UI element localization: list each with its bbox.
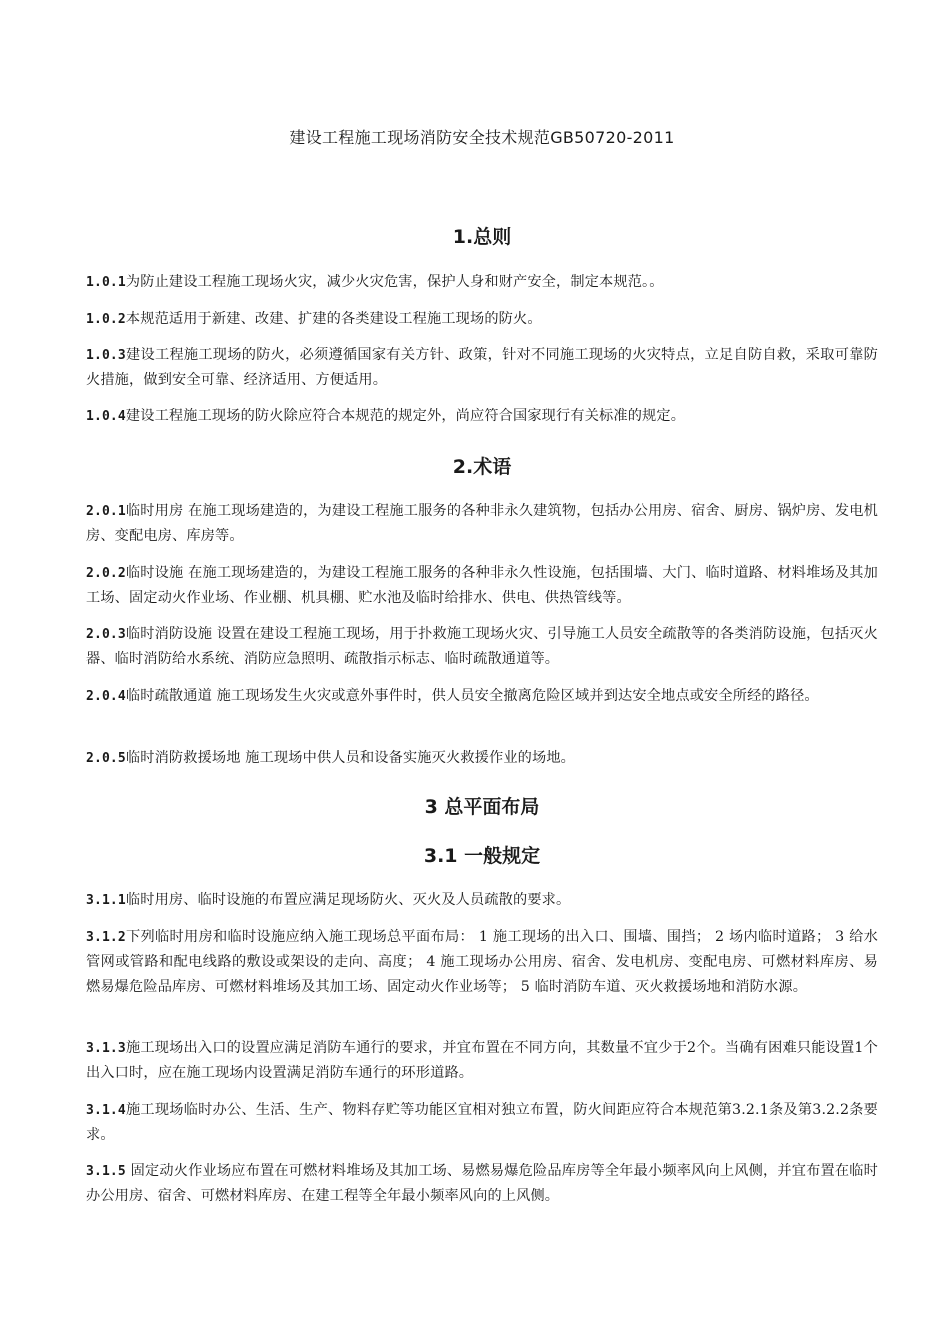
clause-3-1-5: [86, 1159, 878, 1209]
clause-text: 临时用房、临时设施的布置应满足现场防火、灭火及人员疏散的要求。: [125, 892, 571, 908]
section-heading-layout: 3 总平面布局: [424, 796, 540, 818]
clause-2-0-4: [86, 684, 878, 709]
clause-1-0-2: [86, 307, 878, 332]
clause-2-0-1: [86, 499, 878, 549]
clause-3-1-2: [86, 925, 878, 1000]
clause-3-1-4: [86, 1098, 878, 1148]
clause-text: 建设工程施工现场的防火，必须遵循国家有关方针、政策，针对不同施工现场的火灾特点，立足自防自救，采取可靠防火措施，做到安全可靠、经济适用、方便适用。: [86, 347, 878, 388]
clause-2-0-2: [86, 561, 878, 611]
clause-number: 2.0.1: [86, 504, 126, 519]
clause-number: 3.1.5: [86, 1164, 126, 1179]
clause-number: 3.1.2: [86, 930, 126, 945]
clause-number: 3.1.3: [86, 1041, 126, 1056]
clause-number: 2.0.2: [86, 566, 126, 581]
clause-text: 临时疏散通道 施工现场发生火灾或意外事件时，供人员安全撤离危险区域并到达安全地点或安全所经的路径。: [125, 688, 819, 704]
document-title: 建设工程施工现场消防安全技术规范GB50720-2011: [289, 128, 675, 147]
clause-1-0-3: [86, 343, 878, 393]
clause-number: 1.0.2: [86, 312, 126, 327]
clause-text: 本规范适用于新建、改建、扩建的各类建设工程施工现场的防火。: [125, 311, 542, 327]
clause-text: 临时消防救援场地 施工现场中供人员和设备实施灭火救援作业的场地。: [125, 750, 576, 766]
clause-text: 临时消防设施 设置在建设工程施工现场，用于扑救施工现场火灾、引导施工人员安全疏散等的各类消防设施，包括灭火器、临时消防给水系统、消防应急照明、疏散指示标志、临时疏散通道等。: [86, 626, 878, 667]
clause-text: 临时用房 在施工现场建造的，为建设工程施工服务的各种非永久建筑物，包括办公用房、宿舍、厨房、锅炉房、发电机房、变配电房、库房等。: [86, 503, 878, 544]
clause-number: 1.0.1: [86, 275, 126, 290]
clause-2-0-3: [86, 622, 878, 672]
subsection-heading-general-rules: 3.1 一般规定: [423, 845, 541, 867]
clause-number: 3.1.4: [86, 1103, 126, 1118]
clause-1-0-4: [86, 404, 878, 429]
clause-1-0-1: [86, 270, 878, 295]
clause-3-1-1: [86, 888, 878, 913]
section-heading-terms: 2.术语: [452, 456, 512, 478]
clause-number: 2.0.3: [86, 627, 126, 642]
clause-text: 临时设施 在施工现场建造的，为建设工程施工服务的各种非永久性设施，包括围墙、大门、临时道路、材料堆场及其加工场、固定动火作业场、作业棚、机具棚、贮水池及临时给排水、供电、供热管线等。: [86, 565, 878, 606]
clause-text: 下列临时用房和临时设施应纳入施工现场总平面布局： 1 施工现场的出入口、围墙、围挡； 2 场内临时道路； 3 给水管网或管路和配电线路的敷设或架设的走向、高度； 4 施工现场办公用房、宿舍、发电机房、变配电房、可燃材料库房、易燃易爆危险品库房、可燃材料堆场及其加工场、固定动火作业场等； 5 临时消防车道、灭火救援场地和消防水源。: [86, 929, 878, 995]
clause-3-1-3: [86, 1036, 878, 1086]
clause-text: 固定动火作业场应布置在可燃材料堆场及其加工场、易燃易爆危险品库房等全年最小频率风向上风侧，并宜布置在临时办公用房、宿舍、可燃材料库房、在建工程等全年最小频率风向的上风侧。: [86, 1163, 878, 1204]
clause-number: 1.0.4: [86, 409, 126, 424]
clause-number: 3.1.1: [86, 893, 126, 908]
clause-text: 施工现场临时办公、生活、生产、物料存贮等功能区宜相对独立布置，防火间距应符合本规范第3.2.1条及第3.2.2条要求。: [86, 1102, 878, 1143]
clause-number: 2.0.4: [86, 689, 126, 704]
clause-text: 建设工程施工现场的防火除应符合本规范的规定外，尚应符合国家现行有关标准的规定。: [125, 408, 686, 424]
clause-number: 1.0.3: [86, 348, 126, 363]
clause-2-0-5: [86, 746, 878, 771]
clause-text: 为防止建设工程施工现场火灾，减少火灾危害，保护人身和财产安全，制定本规范。。: [125, 274, 664, 290]
clause-text: 施工现场出入口的设置应满足消防车通行的要求，并宜布置在不同方向，其数量不宜少于2个。当确有困难只能设置1个出入口时，应在施工现场内设置满足消防车通行的环形道路。: [86, 1040, 878, 1081]
clause-number: 2.0.5: [86, 751, 126, 766]
section-heading-general: 1.总则: [452, 226, 512, 248]
